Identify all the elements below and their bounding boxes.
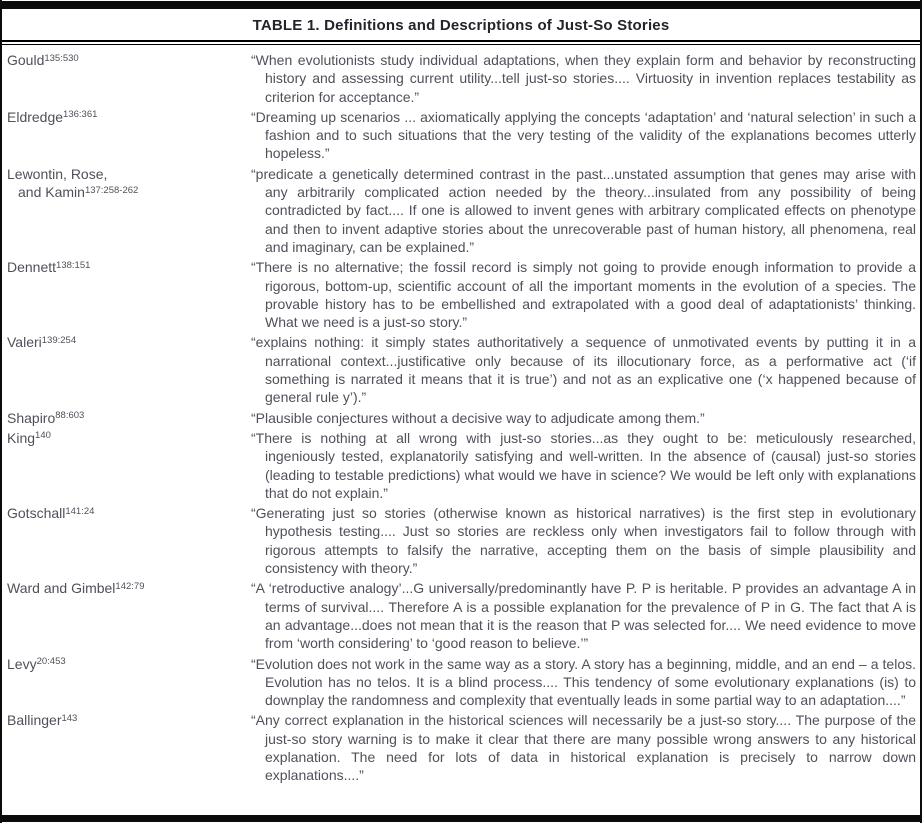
author-cell xyxy=(2,50,250,107)
quote-cell xyxy=(250,503,920,578)
author-name: Shapiro xyxy=(7,409,56,426)
table-row xyxy=(2,710,920,785)
citation-ref: 137:258-262 xyxy=(84,184,139,196)
quote-cell xyxy=(250,654,920,711)
quote-text: “predicate a genetically determined contrast in the past...unstated assumption that genes may arise with any arbitrarily complicated action needed by the theory...insulated from any possibility of being contradicted by fact.... If one is allowed to invent genes with arbitrary complicated effects on phenotype and then to invent adaptive stories about the unrecoverable past of human history, all phenomena, real and imaginary, can be explained.” xyxy=(251,165,916,255)
quote-cell xyxy=(250,408,920,428)
author-name: Levy xyxy=(7,655,37,672)
quote-cell xyxy=(250,710,920,785)
author-name: Lewontin, Rose, xyxy=(7,165,108,182)
citation-ref: 138:151 xyxy=(56,259,91,271)
quote-text: “There is no alternative; the fossil record is simply not going to provide enough information to provide a rigorous, bottom-up, scientific account of all the important moments in the evolution of a species. The provable history has to be embellished and extrapolated with a good deal of adaptationists’ thinking. What we need is a just-so story.” xyxy=(251,259,916,331)
quote-cell xyxy=(250,164,920,257)
author-cell xyxy=(2,107,250,164)
quote-text: “Plausible conjectures without a decisive way to adjudicate among them.” xyxy=(251,409,705,426)
author-name-continued: and Kamin xyxy=(18,184,85,201)
table-row xyxy=(2,50,920,107)
quote-text: “When evolutionists study individual adaptations, when they explain form and behavior by reconstructing history and assessing current utility...tell just-so stories.... Virtuosity in invention replaces testability as criterion for acceptance.” xyxy=(251,52,916,105)
top-rule xyxy=(2,1,920,9)
title-double-rule xyxy=(2,40,920,45)
table-row xyxy=(2,257,920,332)
citation-ref: 143 xyxy=(61,712,78,724)
citation-ref: 141:24 xyxy=(65,505,95,517)
quote-cell xyxy=(250,107,920,164)
table-row xyxy=(2,654,920,711)
citation-ref: 142:79 xyxy=(115,580,145,592)
author-cell xyxy=(2,578,250,653)
citation-ref: 135:530 xyxy=(44,52,79,64)
quote-text: “A ‘retroductive analogy’...G universally/predominantly have P. P is heritable. P provides an advantage A in terms of survival.... Therefore A is a possible explanation for the prevalence of P in G. The fact that A is an advantage...does not mean that it is the reason that P was selected for.... We need evidence to move from ‘worth considering’ to ‘good reason to believe.’” xyxy=(251,580,916,652)
quote-cell xyxy=(250,257,920,332)
quote-text: “Generating just so stories (otherwise known as historical narratives) is the first step in evolutionary hypothesis testing.... Just so stories are reckless only when investigators fail to follow through with rigorous attempts to falsify the narrative, accepting them on the basis of simple plausibility and consistency with theory.” xyxy=(251,505,916,577)
table-row xyxy=(2,107,920,164)
table-title: TABLE 1. Definitions and Descriptions of Just-So Stories xyxy=(252,17,670,34)
author-cell xyxy=(2,710,250,785)
citation-ref: 88:603 xyxy=(55,410,85,422)
citation-ref: 136:361 xyxy=(63,109,98,121)
quote-text: “explains nothing: it simply states authoritatively a sequence of unmotivated events by putting it in a narrational context...justificative only because of its illocutionary force, as a performative act (‘if something is narrated it means that it is true’) and not as an explicative one (‘x happened because of general rule y’).” xyxy=(251,334,916,406)
author-name: Ward and Gimbel xyxy=(7,580,116,597)
author-name: Eldredge xyxy=(7,108,64,125)
author-cell xyxy=(2,332,250,407)
bottom-rule xyxy=(2,815,920,822)
quote-text: “Dreaming up scenarios ... axiomatically applying the concepts ‘adaptation’ and ‘natural selection’ in such a fashion and to such situations that the very testing of the validity of the explanations becomes utterly hopeless.” xyxy=(251,108,916,162)
table-row xyxy=(2,503,920,578)
author-name: King xyxy=(7,429,36,446)
table-row xyxy=(2,408,920,428)
quote-text: “There is nothing at all wrong with just-so stories...as they ought to be: meticulously researched, ingeniously tested, explanatorily satisfying and well-written. In the absence of (causal) just-so stories (leading to testable predictions) what would we have in science? We would be left only with explanations that do not explain.” xyxy=(251,429,916,501)
quote-cell xyxy=(250,578,920,653)
citation-ref: 139:254 xyxy=(41,334,77,346)
author-cell xyxy=(2,654,250,711)
author-name: Gould xyxy=(7,52,45,68)
author-cell xyxy=(2,164,250,257)
author-name: Ballinger xyxy=(7,712,62,729)
citation-ref: 20:453 xyxy=(36,656,66,667)
quote-cell xyxy=(250,50,920,107)
quote-cell xyxy=(250,428,920,503)
author-cell xyxy=(2,428,250,503)
author-cell xyxy=(2,503,250,578)
table-row xyxy=(2,332,920,407)
author-cell xyxy=(2,257,250,332)
quote-text: “Evolution does not work in the same way as a story. A story has a beginning, middle, and an end – a telos. Evolution has no telos. It is a blind process.... This tendency of some evolutionary explanations (is) to downplay the randomness and complexity that eventually leads in some partial way to an adaptation....” xyxy=(251,655,916,709)
citation-ref: 140 xyxy=(35,430,51,442)
author-name: Dennett xyxy=(7,259,57,276)
table-row xyxy=(2,578,920,653)
quote-text: “Any correct explanation in the historical sciences will necessarily be a just-so story.... The purpose of the just-so story warning is to make it clear that there are many possible wrong answers to any historical explanation. The need for lots of data in historical explanation is precisely to narrow down explanations....” xyxy=(251,712,916,784)
table-row xyxy=(2,164,920,257)
table-row xyxy=(2,428,920,503)
author-name: Valeri xyxy=(7,334,42,351)
definitions-table xyxy=(2,50,920,786)
author-cell xyxy=(2,408,250,428)
author-name: Gotschall xyxy=(7,505,66,522)
author-name-line2 xyxy=(7,183,249,201)
quote-cell xyxy=(250,332,920,407)
